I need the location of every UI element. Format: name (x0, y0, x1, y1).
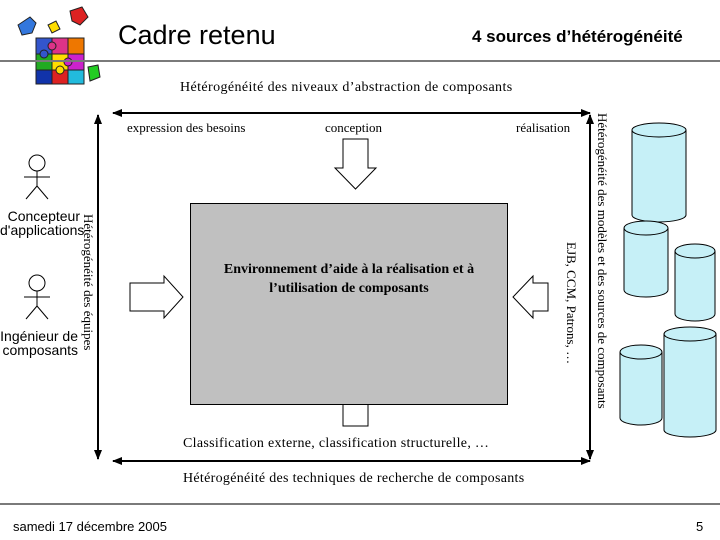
database-cylinder-icon (675, 244, 715, 321)
engineer-actor-label: Ingénieur de composants (0, 328, 78, 358)
phase-expression-label: expression des besoins (127, 120, 246, 135)
classification-label: Classification externe, classification structurelle, … (183, 436, 490, 451)
footer-divider (0, 503, 720, 505)
designer-actor-label: Concepteur d'applications (0, 208, 85, 238)
phase-realisation-label: réalisation (516, 120, 571, 135)
environment-box (190, 203, 508, 405)
right-block-arrow (513, 276, 548, 318)
database-cylinder-icon (624, 221, 668, 297)
teams-heterogeneity-label: Hétérogénéité des équipes (81, 214, 96, 351)
page-number: 5 (696, 519, 704, 534)
abstraction-level-heading: Hétérogénéité des niveaux d’abstraction de composants (180, 80, 513, 95)
slide-title: Cadre retenu (118, 20, 276, 50)
ejb-label: EJB, CCM, Patrons, … (564, 242, 579, 365)
slide-subtitle: 4 sources d’hétérogénéité (472, 27, 683, 46)
techniques-heading: Hétérogénéité des techniques de recherche de composants (183, 471, 525, 486)
database-cylinder-icon (632, 123, 686, 222)
environment-box-label: Environnement d’aide à la réalisation et à l’utilisation de composants (223, 262, 475, 296)
models-heterogeneity-label: Hétérogénéité des modèles et des sources de composants (595, 113, 610, 409)
database-cylinder-icon (620, 345, 662, 425)
top-block-arrow (335, 139, 376, 189)
footer-date: samedi 17 décembre 2005 (13, 519, 167, 534)
left-block-arrow (130, 276, 183, 318)
engineer-actor-icon (24, 275, 50, 319)
designer-actor-icon (24, 155, 50, 199)
phase-conception-label: conception (325, 120, 383, 135)
database-cylinder-icon (664, 327, 716, 437)
